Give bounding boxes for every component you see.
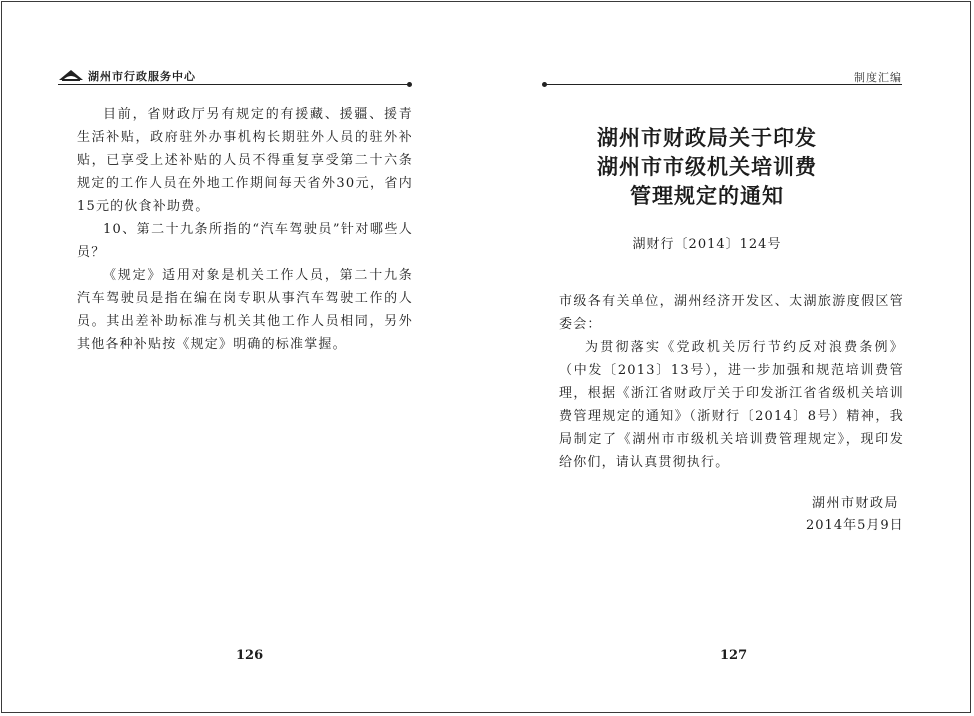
paragraph: 《规定》适用对象是机关工作人员，第二十九条汽车驾驶员是指在编在岗专职从事汽车驾驶工作的人员。其出差补助标准与机关其他工作人员相同，另外其他各种补贴按《规定》明确的标准掌握。 xyxy=(77,268,413,352)
right-body xyxy=(559,290,904,474)
building-logo-icon xyxy=(58,68,84,82)
salutation: 市级各有关单位，湖州经济开发区、太湖旅游度假区管委会： xyxy=(559,294,904,332)
page-number: 127 xyxy=(720,648,748,663)
header-title: 湖州市行政服务中心 xyxy=(88,70,196,83)
title-line: 湖州市财政局关于印发 xyxy=(597,125,817,150)
document-number: 湖财行〔2014〕124号 xyxy=(632,237,782,252)
header-rule xyxy=(545,84,902,85)
right-page xyxy=(487,0,974,716)
title-line: 湖州市市级机关培训费 xyxy=(597,154,817,179)
page-number: 126 xyxy=(236,648,264,663)
title-line: 管理规定的通知 xyxy=(630,183,784,208)
signature-issuer: 湖州市财政局 xyxy=(812,496,900,511)
paragraph: 10、第二十九条所指的“汽车驾驶员”针对哪些人员？ xyxy=(77,222,413,260)
header-title: 制度汇编 xyxy=(854,71,902,84)
header-rule-dot xyxy=(542,82,547,87)
header-rule-dot xyxy=(407,82,412,87)
signature-date: 2014年5月9日 xyxy=(806,518,904,533)
header-rule xyxy=(58,84,410,85)
document-title xyxy=(537,123,877,210)
left-body xyxy=(77,103,413,356)
paragraph: 为贯彻落实《党政机关厉行节约反对浪费条例》（中发〔2013〕13号），进一步加强和规范培训费管理，根据《浙江省财政厅关于印发浙江省省级机关培训费管理规定的通知》（浙财行〔2014〕8号）精神，我局制定了《湖州市市级机关培训费管理规定》，现印发给你们，请认真贯彻执行。 xyxy=(559,340,904,470)
paragraph: 目前，省财政厅另有规定的有援藏、援疆、援青生活补贴，政府驻外办事机构长期驻外人员的驻外补贴，已享受上述补贴的人员不得重复享受第二十六条规定的工作人员在外地工作期间每天省外30元，省内15元的伙食补助费。 xyxy=(77,107,413,214)
